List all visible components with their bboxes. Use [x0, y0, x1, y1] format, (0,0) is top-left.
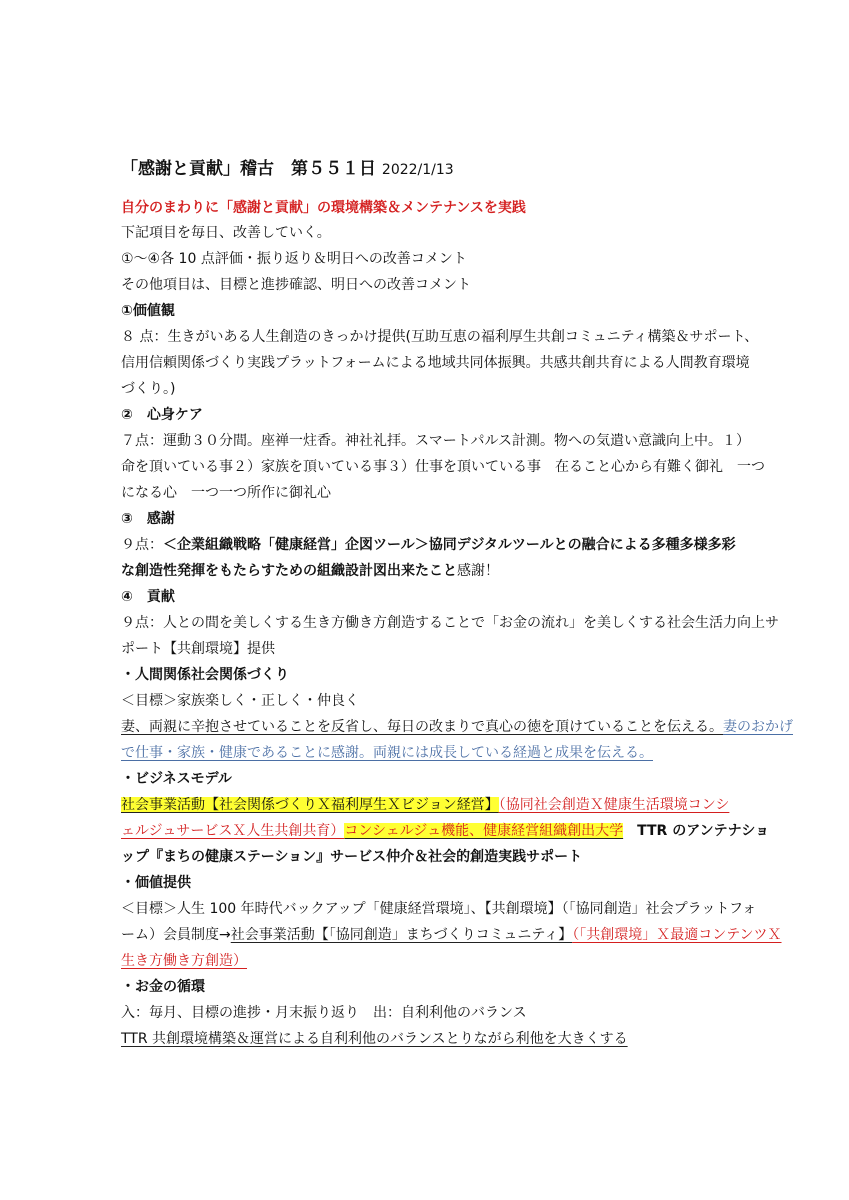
business-model-heading: ・ビジネスモデル	[121, 771, 232, 787]
value-provision-heading: ・価値提供	[121, 875, 191, 891]
value-provision-line-1: ＜目標＞人生 100 年時代バックアップ「健康経営環境」、【共創環境】（「協同創造」社会プラットフォ	[121, 901, 757, 917]
section-care-line-2: 命を頂いている事２）家族を頂いている事３）仕事を頂いている事 在ること心から有難く御礼 一つ	[121, 459, 765, 475]
business-model-line-2: ェルジュサービスＸ人生共創共育）コンシェルジュ機能、健康経営組織創出大学 TTR のアンテナショ	[121, 823, 770, 839]
value-provision-line-3: 生き方働き方創造）	[121, 953, 247, 969]
section-contribution-line-1: ９点：人との間を美しくする生き方働き方創造することで「お金の流れ」を美しくする社会生活力向上サ	[121, 615, 779, 631]
section-gratitude-line-2: な創造性発揮をもたらすための組織設計図出来たこと感謝！	[121, 563, 499, 579]
section-values-line-1: ８ 点：生きがいある人生創造のきっかけ提供(互助互恵の福利厚生共創コミュニティ構築＆サポート、	[121, 329, 759, 345]
title-date: 2022/1/13	[381, 162, 454, 178]
section-care-heading: ② 心身ケア	[121, 407, 203, 423]
relationships-line-1: 妻、両親に辛抱させていることを反省し、毎日の改まりで真心の徳を頂けていることを伝える。妻のおかげ	[121, 719, 793, 735]
intro-line-1: 下記項目を毎日、改善していく。	[121, 225, 331, 241]
intro-line-3: その他項目は、目標と進捗確認、明日への改善コメント	[121, 277, 471, 293]
money-cycle-line-2: TTR 共創環境構築＆運営による自利利他のバランスとりながら利他を大きくする	[121, 1031, 628, 1047]
section-values-line-3: づくり。)	[121, 381, 176, 397]
relationships-goal: ＜目標＞家族楽しく・正しく・仲良く	[121, 693, 359, 709]
section-care-line-3: になる心 一つ一つ所作に御礼心	[121, 485, 331, 501]
value-provision-line-2: ーム）会員制度→社会事業活動【「協同創造」まちづくりコミュニティ】（「共創環境」Ｘ最適コンテンツＸ	[121, 927, 782, 943]
headline: 自分のまわりに「感謝と貢献」の環境構築＆メンテナンスを実践	[121, 200, 526, 216]
section-care-line-1: ７点：運動３０分間。座禅一炷香。神社礼拝。スマートパルス計測。物への気遣い意識向上中。１）	[121, 433, 751, 449]
section-values-line-2: 信用信頼関係づくり実践プラットフォームによる地域共同体振興。共感共創共育による人間教育環境	[121, 355, 750, 371]
section-gratitude-heading: ③ 感謝	[121, 511, 175, 527]
business-model-line-3: ップ『まちの健康ステーション』サービス仲介＆社会的創造実践サポート	[121, 849, 583, 865]
section-values-heading: ①価値観	[121, 303, 175, 319]
intro-line-2: ①～④各 10 点評価・振り返り＆明日への改善コメント	[121, 251, 467, 267]
money-cycle-heading: ・お金の循環	[121, 979, 205, 995]
page-title: 「感謝と貢献」稽古 第５５１日 2022/1/13	[121, 159, 454, 179]
section-gratitude-line-1: ９点：＜企業組織戦略「健康経営」企図ツール＞協同デジタルツールとの融合による多種多様多彩	[121, 537, 736, 553]
business-model-line-1: 社会事業活動【社会関係づくりＸ福利厚生Ｘビジョン経営】（協同社会創造Ｘ健康生活環境コンシ	[121, 797, 730, 813]
relationships-heading: ・人間関係社会関係づくり	[121, 667, 289, 683]
section-contribution-line-2: ポート【共創環境】提供	[121, 641, 275, 657]
section-contribution-heading: ④ 貢献	[121, 589, 175, 605]
relationships-line-2: で仕事・家族・健康であることに感謝。両親には成長している経過と成果を伝える。	[121, 745, 653, 761]
money-cycle-line-1: 入：毎月、目標の進捗・月末振り返り 出：自利利他のバランス	[121, 1005, 527, 1021]
